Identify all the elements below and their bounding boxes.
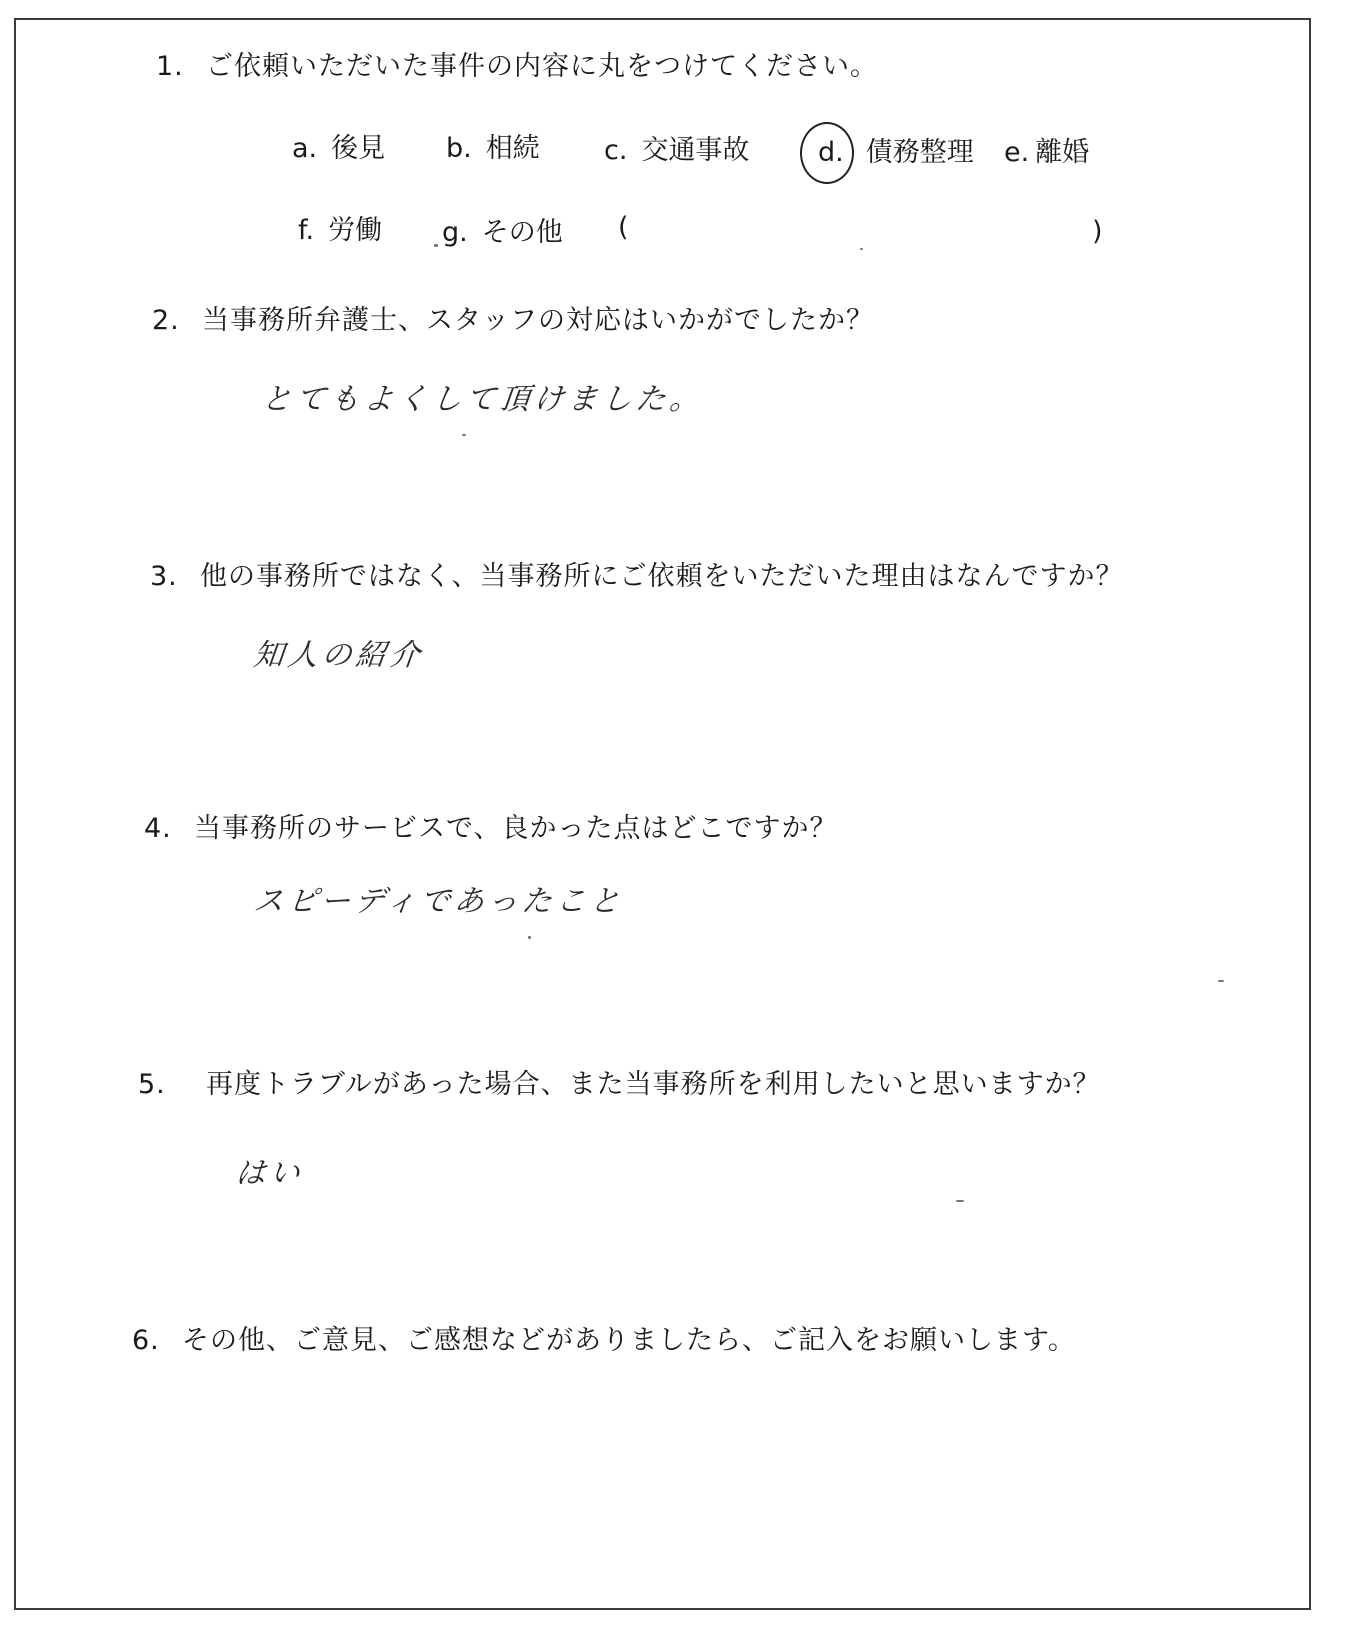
question-text: その他、ご意見、ご感想などがありましたら、ご記入をお願いします。 <box>182 1325 1076 1356</box>
option-key: d. <box>818 137 844 168</box>
option-key: e. <box>1004 137 1030 168</box>
option-f[interactable] <box>298 208 382 247</box>
question-number: 5. <box>138 1069 166 1100</box>
handwritten-answer-q4: スピーディであったこと <box>251 884 626 919</box>
question-1 <box>156 44 878 83</box>
option-d[interactable] <box>818 130 974 169</box>
scan-speck <box>462 434 466 436</box>
scan-speck <box>1218 980 1224 982</box>
option-label: 離婚 <box>1035 137 1090 168</box>
option-label: 相続 <box>485 133 540 164</box>
question-3 <box>150 554 1123 593</box>
scan-speck <box>434 244 438 247</box>
handwritten-answer-q2: とてもよくして頂けました。 <box>259 382 706 417</box>
handwritten-answer-q5: はい <box>233 1156 306 1191</box>
option-key: g. <box>442 217 468 248</box>
question-number: 6. <box>132 1325 160 1356</box>
scan-speck <box>860 248 863 250</box>
scan-speck <box>956 1200 964 1202</box>
option-key: a. <box>292 133 318 164</box>
option-label: 交通事故 <box>641 135 750 166</box>
option-g[interactable] <box>442 210 563 249</box>
question-text: 当事務所のサービスで、良かった点はどこですか？ <box>194 813 838 844</box>
other-paren-close: ) <box>1092 216 1103 247</box>
option-label: その他 <box>481 217 563 248</box>
question-number: 4. <box>144 813 172 844</box>
option-label: 後見 <box>331 133 386 164</box>
question-text: 当事務所弁護士、スタッフの対応はいかがでしたか？ <box>202 305 874 336</box>
scan-speck <box>528 936 531 939</box>
option-c[interactable] <box>604 128 749 167</box>
other-paren-open: ( <box>618 212 629 243</box>
question-5 <box>138 1062 1101 1101</box>
question-number: 3. <box>150 561 178 592</box>
question-4 <box>144 806 837 845</box>
option-e[interactable] <box>1004 130 1089 169</box>
option-label: 債務整理 <box>865 137 974 168</box>
option-key: b. <box>446 133 472 164</box>
question-text: ご依頼いただいた事件の内容に丸をつけてください。 <box>206 51 878 82</box>
option-key: f. <box>298 215 315 246</box>
question-6 <box>132 1318 1076 1357</box>
question-text: 他の事務所ではなく、当事務所にご依頼をいただいた理由はなんですか？ <box>200 561 1124 592</box>
option-b[interactable] <box>446 126 540 165</box>
question-number: 1. <box>156 51 184 82</box>
question-text: 再度トラブルがあった場合、また当事務所を利用したいと思いますか？ <box>206 1069 1101 1100</box>
question-2 <box>152 298 874 337</box>
option-key: c. <box>604 135 628 166</box>
question-number: 2. <box>152 305 180 336</box>
option-label: 労働 <box>328 215 383 246</box>
option-a[interactable] <box>292 126 385 165</box>
handwritten-answer-q3: 知人の紹介 <box>251 638 426 673</box>
